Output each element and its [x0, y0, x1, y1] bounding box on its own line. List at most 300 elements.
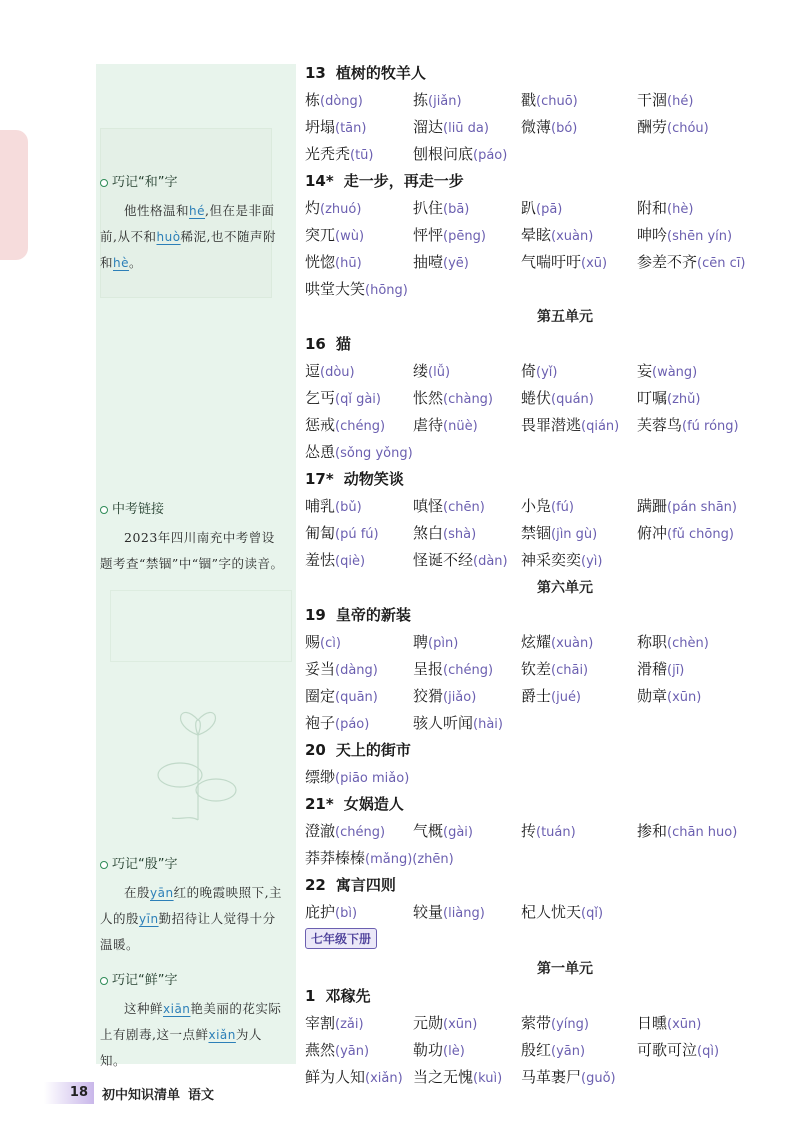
vocab-word: 神采奕奕	[521, 551, 582, 569]
vocab-row	[305, 1064, 785, 1091]
vocab-row	[305, 493, 785, 520]
vocab-word: 鲜为人知	[305, 1068, 366, 1086]
vocab-pinyin: (dòu)	[320, 365, 355, 380]
lesson-heading	[305, 466, 785, 493]
sidebar-note	[100, 497, 284, 577]
vocab-pinyin: (chàng)	[443, 392, 494, 407]
vocab-row	[305, 764, 785, 791]
vocab-item	[521, 249, 637, 277]
vocab-pinyin: (zhuó)	[320, 202, 362, 217]
lesson-title: 动物笑谈	[343, 470, 404, 488]
vocab-item	[413, 629, 521, 657]
vocab-item	[521, 358, 637, 386]
vocab-word: 怪诞不经	[413, 551, 474, 569]
vocab-pinyin: (dòng)	[320, 94, 363, 109]
vocab-item	[305, 493, 413, 521]
vocab-pinyin: (gài)	[443, 825, 473, 840]
vocab-item	[413, 656, 521, 684]
vocab-pinyin: (bǔ)	[335, 500, 362, 515]
show-through-faded-card	[110, 590, 292, 662]
vocab-row	[305, 141, 785, 168]
vocab-item	[305, 385, 413, 413]
left-edge-decoration	[0, 130, 28, 260]
lesson-heading	[305, 791, 785, 818]
vocab-item	[413, 520, 521, 548]
vocab-pinyin: (fǔ chōng)	[667, 527, 734, 542]
vocab-item	[637, 656, 777, 684]
vocab-item	[305, 764, 413, 792]
bullet-icon	[100, 977, 108, 985]
vocab-word: 当之无愧	[413, 1068, 474, 1086]
vocab-item	[637, 412, 777, 440]
vocab-word: 趴	[521, 199, 537, 217]
vocab-pinyin: (jìn gù)	[551, 527, 598, 542]
vocab-pinyin: (mǎng)(zhēn)	[365, 852, 454, 867]
vocab-pinyin: (shà)	[443, 527, 477, 542]
vocab-pinyin: (tū)	[350, 148, 374, 163]
vocab-word: 倚	[521, 362, 537, 380]
vocab-word: 骇人听闻	[413, 714, 474, 732]
vocab-word: 干涸	[637, 91, 668, 109]
vocab-item	[413, 899, 521, 927]
vocab-item	[637, 1037, 777, 1065]
lesson-title: 皇帝的新装	[335, 606, 411, 624]
vocab-pinyin: (hū)	[335, 256, 362, 271]
vocab-item	[521, 547, 637, 575]
vocab-word: 俯冲	[637, 524, 668, 542]
vocab-item	[413, 547, 521, 575]
unit-heading: 第一单元	[537, 961, 593, 977]
vocab-word: 光秃秃	[305, 145, 351, 163]
unit-heading: 第五单元	[537, 309, 593, 325]
vocab-word: 怂恿	[305, 443, 336, 461]
vocab-item	[413, 818, 521, 846]
vocab-pinyin: (chèn)	[667, 636, 709, 651]
vocab-item	[305, 656, 413, 684]
lesson-number: 1	[305, 987, 316, 1005]
vocab-word: 缥缈	[305, 768, 336, 786]
vocab-item	[521, 493, 637, 521]
note-body: 他性格温和hé,但在是非面前,从不和huò稀泥,也不随声附和hè。	[100, 203, 277, 270]
vocab-word: 可歌可泣	[637, 1041, 698, 1059]
vocab-pinyin: (xūn)	[667, 690, 702, 705]
vocab-item	[305, 222, 413, 250]
vocab-item	[521, 656, 637, 684]
vocab-pinyin: (chéng)	[335, 825, 386, 840]
vocab-pinyin: (yǐ)	[536, 365, 558, 380]
vocab-item	[305, 1010, 413, 1038]
lesson-heading	[305, 872, 785, 899]
vocab-pinyin: (jī)	[667, 663, 685, 678]
vocab-pinyin: (páo)	[335, 717, 370, 732]
vocabulary-list	[305, 60, 785, 1091]
vocab-item	[305, 276, 413, 304]
vocab-pinyin: (pā)	[536, 202, 563, 217]
vocab-word: 殷红	[521, 1041, 552, 1059]
vocab-pinyin: (dàng)	[335, 663, 378, 678]
lesson-number: 16	[305, 335, 326, 353]
vocab-word: 惩戒	[305, 416, 336, 434]
vocab-word: 羞怯	[305, 551, 336, 569]
vocab-word: 莽莽榛榛	[305, 849, 366, 867]
vocab-pinyin: (xuàn)	[551, 636, 594, 651]
note-title: 巧记“和”字	[100, 170, 284, 196]
vocab-item	[521, 683, 637, 711]
vocab-item	[521, 385, 637, 413]
vocab-item	[413, 1010, 521, 1038]
vocab-word: 元勋	[413, 1014, 444, 1032]
note-title: 巧记“殷”字	[100, 852, 284, 878]
vocab-pinyin: (chēn)	[443, 500, 485, 515]
vocab-item	[637, 222, 777, 250]
vocab-pinyin: (shēn yín)	[667, 229, 733, 244]
vocab-item	[305, 195, 413, 223]
vocab-pinyin: (kuì)	[473, 1071, 503, 1086]
note-body: 在殷yān红的晚霞映照下,主人的殷yīn勤招待让人觉得十分温暖。	[100, 885, 283, 952]
vocab-word: 虐待	[413, 416, 444, 434]
vocab-word: 宰割	[305, 1014, 336, 1032]
vocab-item	[637, 683, 777, 711]
lesson-heading	[305, 331, 785, 358]
vocab-item	[413, 141, 521, 169]
vocab-item	[521, 87, 637, 115]
vocab-word: 勋章	[637, 687, 668, 705]
vocab-word: 缕	[413, 362, 429, 380]
vocab-word: 乞丐	[305, 389, 336, 407]
lesson-title: 天上的街市	[335, 741, 411, 759]
lesson-heading	[305, 983, 785, 1010]
sidebar-note	[100, 968, 284, 1074]
vocab-item	[305, 547, 413, 575]
vocab-item	[637, 493, 777, 521]
vocab-item	[521, 195, 637, 223]
vocab-word: 坍塌	[305, 118, 336, 136]
lesson-number: 21*	[305, 795, 334, 813]
vocab-item	[305, 710, 413, 738]
vocab-word: 庇护	[305, 903, 336, 921]
vocab-word: 栋	[305, 91, 321, 109]
page-number: 18	[44, 1082, 94, 1104]
vocab-item	[521, 629, 637, 657]
vocab-pinyin: (xū)	[581, 256, 608, 271]
vocab-word: 狡猾	[413, 687, 444, 705]
vocab-row	[305, 710, 785, 737]
note-title: 巧记“鲜”字	[100, 968, 284, 994]
vocab-item	[521, 1064, 637, 1092]
vocab-item	[413, 683, 521, 711]
vocab-item	[637, 249, 777, 277]
vocab-pinyin: (yì)	[581, 554, 603, 569]
vocab-pinyin: (wù)	[335, 229, 365, 244]
vocab-row	[305, 358, 785, 385]
vocab-pinyin: (hé)	[667, 94, 694, 109]
vocab-word: 澄澈	[305, 822, 336, 840]
vocab-pinyin: (xuàn)	[551, 229, 594, 244]
vocab-pinyin: (yān)	[551, 1044, 586, 1059]
note-title: 中考链接	[100, 497, 284, 523]
vocab-pinyin: (pán shān)	[667, 500, 737, 515]
vocab-row	[305, 276, 785, 303]
lesson-title: 女娲造人	[343, 795, 404, 813]
vocab-word: 爵士	[521, 687, 552, 705]
vocab-item	[521, 818, 637, 846]
vocab-row	[305, 629, 785, 656]
vocab-row	[305, 899, 785, 926]
vocab-word: 聘	[413, 633, 429, 651]
vocab-row	[305, 845, 785, 872]
vocab-pinyin: (chuō)	[536, 94, 578, 109]
vocab-pinyin: (nüè)	[443, 419, 478, 434]
vocab-pinyin: (tān)	[335, 121, 367, 136]
vocab-item	[413, 358, 521, 386]
vocab-item	[413, 87, 521, 115]
bullet-icon	[100, 506, 108, 514]
vocab-word: 怦怦	[413, 226, 444, 244]
vocab-pinyin: (piāo miǎo)	[335, 771, 410, 786]
vocab-item	[413, 1064, 521, 1092]
page-footer	[44, 1082, 214, 1104]
vocab-word: 煞白	[413, 524, 444, 542]
vocab-row	[305, 818, 785, 845]
vocab-item	[521, 114, 637, 142]
vocab-pinyin: (qiè)	[335, 554, 366, 569]
vocab-item	[305, 1037, 413, 1065]
vocab-item	[521, 1037, 637, 1065]
vocab-word: 袍子	[305, 714, 336, 732]
vocab-word: 匍匐	[305, 524, 336, 542]
vocab-word: 称职	[637, 633, 668, 651]
sidebar-note	[100, 170, 284, 276]
lesson-title: 猫	[335, 335, 351, 353]
vocab-item	[637, 195, 777, 223]
vocab-row	[305, 1037, 785, 1064]
vocab-pinyin: (jué)	[551, 690, 582, 705]
vocab-word: 溜达	[413, 118, 444, 136]
vocab-word: 逗	[305, 362, 321, 380]
book-title: 初中知识清单	[102, 1087, 181, 1103]
vocab-item	[413, 114, 521, 142]
vocab-word: 叮嘱	[637, 389, 668, 407]
subject-label: 语文	[188, 1087, 215, 1103]
vocab-item	[305, 439, 413, 467]
vocab-row	[305, 114, 785, 141]
vocab-word: 马革裹尸	[521, 1068, 582, 1086]
vocab-row	[305, 547, 785, 574]
lesson-heading	[305, 737, 785, 764]
vocab-row	[305, 412, 785, 439]
vocab-item	[305, 818, 413, 846]
vocab-word: 钦差	[521, 660, 552, 678]
unit-heading: 第六单元	[537, 580, 593, 596]
vocab-item	[305, 520, 413, 548]
vocab-word: 晕眩	[521, 226, 552, 244]
vocab-pinyin: (chóu)	[667, 121, 709, 136]
vocab-pinyin: (quān)	[335, 690, 378, 705]
vocab-word: 掺和	[637, 822, 668, 840]
vocab-pinyin: (yíng)	[551, 1017, 589, 1032]
vocab-word: 圈定	[305, 687, 336, 705]
vocab-row	[305, 222, 785, 249]
vocab-pinyin: (zǎi)	[335, 1017, 364, 1032]
vocab-item	[413, 249, 521, 277]
vocab-word: 扒住	[413, 199, 444, 217]
vocab-pinyin: (hè)	[667, 202, 694, 217]
vocab-row	[305, 656, 785, 683]
vocab-item	[305, 1064, 413, 1092]
vocab-row	[305, 385, 785, 412]
vocab-word: 哺乳	[305, 497, 336, 515]
vocab-word: 滑稽	[637, 660, 668, 678]
vocab-item	[305, 412, 413, 440]
vocab-word: 日曛	[637, 1014, 668, 1032]
vocab-word: 抽噎	[413, 253, 444, 271]
vocab-pinyin: (liū da)	[443, 121, 489, 136]
vocab-item	[413, 1037, 521, 1065]
vocab-word: 哄堂大笑	[305, 280, 366, 298]
vocab-word: 呈报	[413, 660, 444, 678]
bullet-icon	[100, 861, 108, 869]
vocab-item	[413, 385, 521, 413]
vocab-pinyin: (xūn)	[443, 1017, 478, 1032]
vocab-word: 芙蓉鸟	[637, 416, 683, 434]
vocab-pinyin: (qǐ)	[581, 906, 604, 921]
vocab-pinyin: (chéng)	[335, 419, 386, 434]
vocab-pinyin: (dàn)	[473, 554, 508, 569]
lesson-number: 14*	[305, 172, 334, 190]
vocab-word: 灼	[305, 199, 321, 217]
vocab-item	[413, 710, 521, 738]
vocab-pinyin: (bā)	[443, 202, 470, 217]
vocab-word: 妄	[637, 362, 653, 380]
vocab-pinyin: (pú fú)	[335, 527, 379, 542]
vocab-word: 燕然	[305, 1041, 336, 1059]
lesson-number: 17*	[305, 470, 334, 488]
vocab-word: 抟	[521, 822, 537, 840]
vocab-pinyin: (jiǎn)	[428, 94, 462, 109]
vocab-word: 小凫	[521, 497, 552, 515]
vocab-pinyin: (jiǎo)	[443, 690, 477, 705]
vocab-pinyin: (pìn)	[428, 636, 459, 651]
lesson-title: 邓稼先	[325, 987, 371, 1005]
vocab-word: 附和	[637, 199, 668, 217]
vocab-pinyin: (qì)	[697, 1044, 720, 1059]
vocab-word: 禁锢	[521, 524, 552, 542]
vocab-pinyin: (tuán)	[536, 825, 576, 840]
lesson-title: 植树的牧羊人	[335, 64, 426, 82]
vocab-pinyin: (cēn cī)	[697, 256, 746, 271]
vocab-item	[305, 845, 454, 873]
vocab-word: 刨根问底	[413, 145, 474, 163]
vocab-pinyin: (wàng)	[652, 365, 698, 380]
vocab-item	[413, 412, 521, 440]
vocab-word: 较量	[413, 903, 444, 921]
vocab-word: 呻吟	[637, 226, 668, 244]
vocab-pinyin: (páo)	[473, 148, 508, 163]
vocab-row	[305, 439, 785, 466]
vocab-word: 妥当	[305, 660, 336, 678]
vocab-word: 杞人忧天	[521, 903, 582, 921]
vocab-item	[521, 1010, 637, 1038]
lotus-illustration	[150, 680, 246, 830]
vocab-item	[637, 385, 777, 413]
vocab-word: 突兀	[305, 226, 336, 244]
lesson-number: 13	[305, 64, 326, 82]
lesson-heading	[305, 60, 785, 87]
sidebar-note	[100, 852, 284, 958]
bullet-icon	[100, 179, 108, 187]
vocab-pinyin: (xiǎn)	[365, 1071, 403, 1086]
vocab-pinyin: (qián)	[581, 419, 620, 434]
vocab-word: 赐	[305, 633, 321, 651]
vocab-pinyin: (zhǔ)	[667, 392, 701, 407]
vocab-word: 气喘吁吁	[521, 253, 582, 271]
lesson-number: 22	[305, 876, 326, 894]
vocab-pinyin: (lǚ)	[428, 365, 451, 380]
vocab-pinyin: (pēng)	[443, 229, 486, 244]
vocab-word: 气概	[413, 822, 444, 840]
vocab-item	[305, 141, 413, 169]
lesson-heading	[305, 168, 785, 195]
vocab-pinyin: (bì)	[335, 906, 358, 921]
vocab-pinyin: (hōng)	[365, 283, 408, 298]
vocab-item	[521, 520, 637, 548]
vocab-word: 蹒跚	[637, 497, 668, 515]
vocab-word: 蜷伏	[521, 389, 552, 407]
vocab-item	[413, 493, 521, 521]
vocab-item	[305, 629, 413, 657]
vocab-item	[521, 899, 637, 927]
vocab-item	[637, 1010, 777, 1038]
vocab-word: 勒功	[413, 1041, 444, 1059]
vocab-item	[637, 87, 777, 115]
vocab-pinyin: (chān huo)	[667, 825, 738, 840]
lesson-title: 寓言四则	[335, 876, 396, 894]
vocab-pinyin: (lè)	[443, 1044, 465, 1059]
vocab-item	[521, 412, 637, 440]
vocab-item	[305, 249, 413, 277]
vocab-pinyin: (liàng)	[443, 906, 485, 921]
vocab-item	[413, 195, 521, 223]
grade-tag: 七年级下册	[305, 928, 377, 949]
lesson-number: 19	[305, 606, 326, 624]
vocab-row	[305, 683, 785, 710]
vocab-word: 萦带	[521, 1014, 552, 1032]
vocab-item	[521, 222, 637, 250]
lesson-number: 20	[305, 741, 326, 759]
vocab-item	[637, 629, 777, 657]
note-body: 这种鲜xiān艳美丽的花实际上有剧毒,这一点鲜xiǎn为人知。	[100, 1001, 282, 1068]
vocab-row	[305, 1010, 785, 1037]
vocab-word: 参差不齐	[637, 253, 698, 271]
vocab-item	[413, 222, 521, 250]
vocab-item	[305, 899, 413, 927]
vocab-word: 酬劳	[637, 118, 668, 136]
vocab-word: 畏罪潜逃	[521, 416, 582, 434]
vocab-pinyin: (hài)	[473, 717, 503, 732]
vocab-word: 嗔怪	[413, 497, 444, 515]
vocab-pinyin: (quán)	[551, 392, 594, 407]
vocab-pinyin: (yān)	[335, 1044, 370, 1059]
vocab-item	[637, 818, 777, 846]
vocab-row	[305, 249, 785, 276]
vocab-item	[305, 358, 413, 386]
vocab-pinyin: (chāi)	[551, 663, 589, 678]
vocab-pinyin: (qǐ gài)	[335, 392, 381, 407]
vocab-pinyin: (sǒng yǒng)	[335, 446, 413, 461]
vocab-pinyin: (chéng)	[443, 663, 494, 678]
vocab-pinyin: (yē)	[443, 256, 469, 271]
lesson-heading	[305, 602, 785, 629]
